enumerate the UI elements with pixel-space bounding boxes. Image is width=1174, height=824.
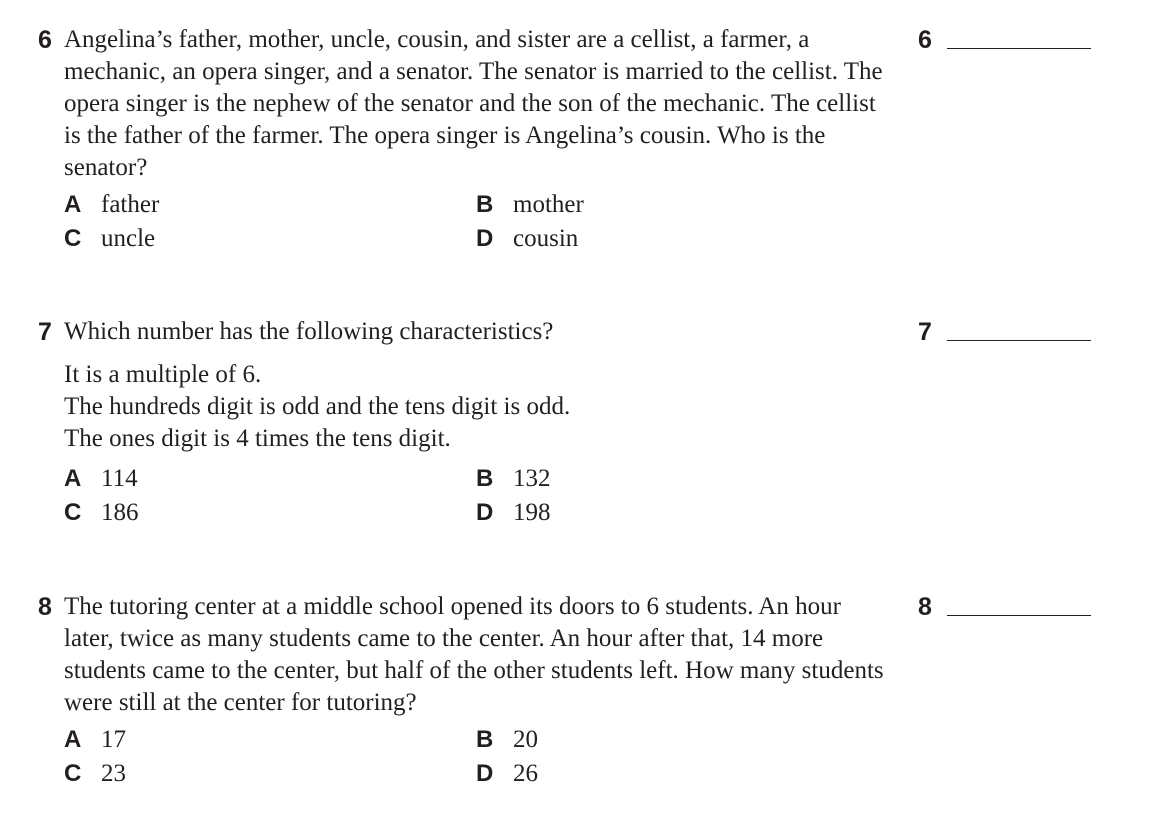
choice-letter: B bbox=[476, 465, 494, 492]
choice-text: cousin bbox=[513, 225, 579, 252]
question-text: The tutoring center at a middle school opened its doors to 6 students. An hour later, twice as many students came to the center. An hour after that, 14 more students came to the center, but half of the other students left. How many students were still at the center for tutoring? bbox=[64, 593, 884, 716]
choice-letter: A bbox=[64, 465, 82, 492]
choice-row bbox=[64, 757, 624, 791]
choice-text: mother bbox=[513, 191, 584, 218]
choice-letter: D bbox=[476, 225, 494, 252]
choice-letter: C bbox=[64, 760, 82, 787]
choice-letter: A bbox=[64, 191, 82, 218]
choice-text: 17 bbox=[101, 726, 126, 753]
condition-item: The ones digit is 4 times the tens digit. bbox=[64, 425, 451, 452]
choice-row bbox=[64, 462, 624, 496]
condition-item: It is a multiple of 6. bbox=[64, 361, 262, 388]
choice-letter: B bbox=[476, 191, 494, 218]
answer-blank-line[interactable] bbox=[947, 340, 1091, 341]
choice-letter: C bbox=[64, 499, 82, 526]
choice-text: 186 bbox=[101, 499, 139, 526]
choice-letter: D bbox=[476, 499, 494, 526]
choice-row bbox=[64, 188, 624, 222]
choice-text: 114 bbox=[101, 465, 138, 492]
choice-row bbox=[64, 723, 624, 757]
choice-text: father bbox=[101, 191, 160, 218]
choice-text: 23 bbox=[101, 760, 126, 787]
choice-text: 20 bbox=[513, 726, 538, 753]
answer-blank-label: 8 bbox=[918, 593, 932, 621]
answer-choices bbox=[64, 723, 624, 791]
answer-blank-line[interactable] bbox=[947, 48, 1091, 49]
choice-text: 198 bbox=[513, 499, 551, 526]
question-number: 6 bbox=[38, 26, 52, 54]
answer-choices bbox=[64, 188, 624, 256]
condition-item: The hundreds digit is odd and the tens digit is odd. bbox=[64, 393, 571, 420]
choice-letter: C bbox=[64, 225, 82, 252]
choice-row bbox=[64, 496, 624, 530]
choice-letter: D bbox=[476, 760, 494, 787]
question-number: 7 bbox=[38, 318, 52, 346]
question-prompt: Which number has the following characteristics? bbox=[64, 318, 554, 345]
choice-text: uncle bbox=[101, 225, 156, 252]
question-number: 8 bbox=[38, 593, 52, 621]
answer-blank-line[interactable] bbox=[947, 615, 1091, 616]
condition-list bbox=[64, 359, 894, 455]
answer-choices bbox=[64, 462, 624, 530]
choice-letter: A bbox=[64, 726, 82, 753]
choice-text: 26 bbox=[513, 760, 538, 787]
choice-text: 132 bbox=[513, 465, 551, 492]
question-text bbox=[64, 316, 894, 455]
choice-row bbox=[64, 222, 624, 256]
question-text: Angelina’s father, mother, uncle, cousin, and sister are a cellist, a farmer, a mechanic, an opera singer, and a senator. The senator is married to the cellist. The opera singer is the nephew of the senator and the son of the mechanic. The cellist is the father of the farmer. The opera singer is Angelina’s cousin. Who is the senator? bbox=[64, 26, 883, 181]
answer-blank-label: 6 bbox=[918, 26, 932, 54]
answer-blank-label: 7 bbox=[918, 318, 932, 346]
choice-letter: B bbox=[476, 726, 494, 753]
